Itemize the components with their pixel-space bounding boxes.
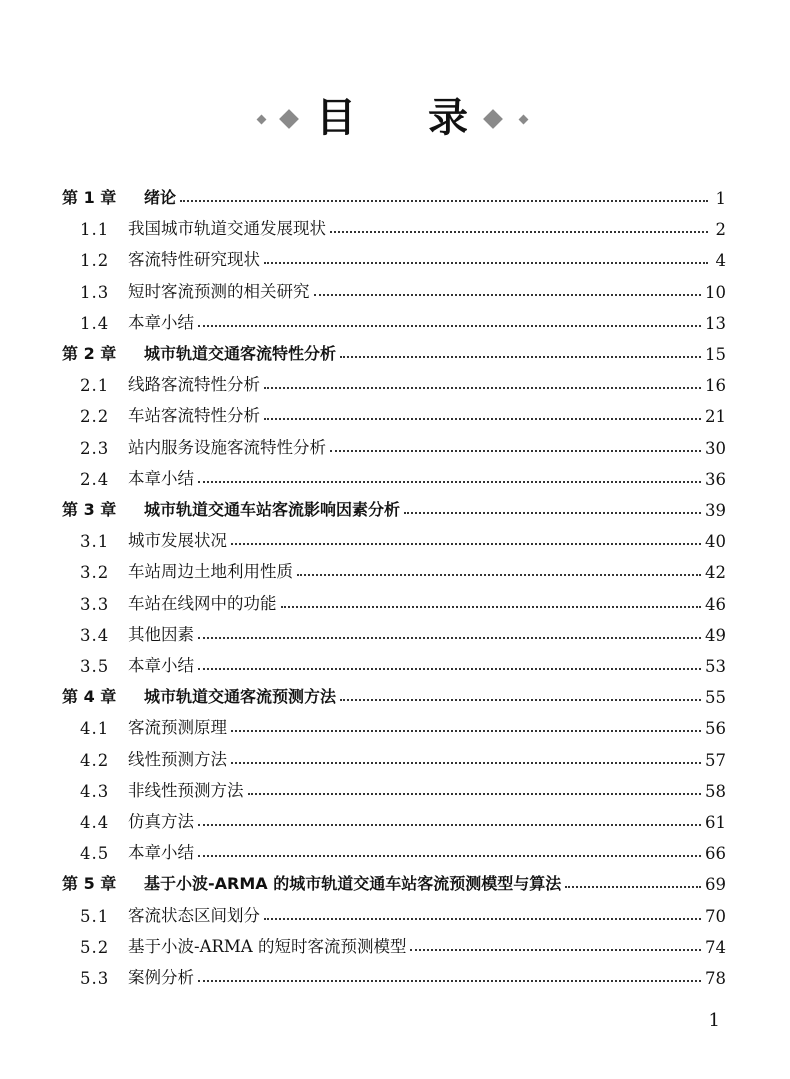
entry-page-number: 13 bbox=[705, 313, 726, 333]
toc-section-entry bbox=[80, 960, 726, 988]
dot-leader bbox=[231, 730, 701, 732]
entry-title: 线路客流特性分析 bbox=[128, 375, 260, 395]
title-char-1: 目 bbox=[316, 95, 356, 141]
entry-number: 3.1 bbox=[80, 532, 110, 552]
entry-number: 1.2 bbox=[80, 251, 110, 271]
toc-chapter-entry bbox=[62, 492, 726, 520]
entry-page-number: 40 bbox=[705, 532, 726, 552]
entry-number: 2.4 bbox=[80, 469, 110, 489]
entry-title: 短时客流预测的相关研究 bbox=[128, 281, 310, 301]
dot-leader bbox=[314, 294, 702, 296]
toc-section-entry bbox=[80, 710, 726, 738]
entry-number: 5.3 bbox=[80, 969, 110, 988]
dot-leader bbox=[281, 606, 702, 608]
entry-page-number: 78 bbox=[705, 969, 726, 988]
entry-page-number: 36 bbox=[705, 469, 726, 489]
entry-number: 第 3 章 bbox=[62, 500, 117, 519]
toc-section-entry bbox=[80, 430, 726, 458]
entry-page-number: 70 bbox=[705, 906, 726, 926]
entry-number: 4.5 bbox=[80, 844, 110, 864]
toc-section-entry bbox=[80, 648, 726, 676]
dot-leader bbox=[404, 512, 701, 514]
entry-number: 5.2 bbox=[80, 937, 110, 957]
entry-number: 4.3 bbox=[80, 781, 110, 801]
toc-section-entry bbox=[80, 211, 726, 239]
entry-page-number: 56 bbox=[705, 719, 726, 739]
entry-title: 仿真方法 bbox=[128, 812, 194, 831]
dot-leader bbox=[410, 949, 701, 951]
entry-page-number: 30 bbox=[705, 438, 726, 458]
dot-leader bbox=[264, 262, 708, 264]
entry-number: 4.4 bbox=[80, 813, 110, 832]
dot-leader bbox=[198, 325, 701, 327]
dot-leader bbox=[264, 418, 701, 420]
entry-title: 车站周边土地利用性质 bbox=[128, 562, 293, 582]
entry-number: 1.4 bbox=[80, 313, 110, 333]
entry-number: 4.1 bbox=[80, 719, 110, 739]
toc-chapter-entry bbox=[62, 866, 726, 894]
entry-title: 城市轨道交通车站客流影响因素分析 bbox=[144, 500, 401, 519]
entry-page-number: 46 bbox=[705, 594, 726, 614]
toc-section-entry bbox=[80, 929, 726, 957]
entry-number: 3.5 bbox=[80, 657, 110, 676]
dot-leader bbox=[340, 699, 701, 701]
toc-section-entry bbox=[80, 461, 726, 489]
entry-page-number: 53 bbox=[705, 657, 726, 676]
diamond-ornament-icon bbox=[483, 109, 503, 129]
dot-leader bbox=[330, 450, 701, 452]
entry-title: 基于小波-ARMA 的城市轨道交通车站客流预测模型与算法 bbox=[144, 874, 562, 894]
toc-section-entry bbox=[80, 586, 726, 614]
entry-page-number: 15 bbox=[705, 345, 726, 364]
toc-chapter-entry bbox=[62, 336, 726, 364]
entry-title: 车站客流特性分析 bbox=[128, 406, 260, 426]
dot-leader bbox=[198, 980, 701, 982]
diamond-ornament-icon bbox=[279, 109, 299, 129]
entry-title: 其他因素 bbox=[128, 624, 194, 644]
entry-number: 3.4 bbox=[80, 625, 110, 645]
dot-leader bbox=[340, 356, 701, 358]
entry-page-number: 4 bbox=[715, 251, 726, 271]
entry-page-number: 49 bbox=[705, 625, 726, 645]
entry-title: 我国城市轨道交通发展现状 bbox=[128, 219, 326, 239]
toc-section-entry bbox=[80, 554, 726, 582]
dot-leader bbox=[198, 481, 701, 483]
entry-number: 3.2 bbox=[80, 563, 110, 583]
dot-leader bbox=[231, 543, 701, 545]
entry-title: 客流状态区间划分 bbox=[128, 905, 260, 925]
toc-section-entry bbox=[80, 742, 726, 770]
dot-leader bbox=[198, 824, 701, 826]
entry-title: 客流特性研究现状 bbox=[128, 250, 260, 270]
toc-chapter-entry bbox=[62, 180, 726, 208]
entry-title: 车站在线网中的功能 bbox=[128, 593, 277, 613]
entry-number: 第 5 章 bbox=[62, 874, 117, 894]
entry-title: 绪论 bbox=[144, 188, 177, 207]
dot-leader bbox=[180, 200, 708, 202]
entry-title: 城市发展状况 bbox=[128, 531, 227, 551]
entry-title: 本章小结 bbox=[128, 468, 194, 488]
diamond-ornament-icon bbox=[519, 115, 529, 125]
entry-page-number: 2 bbox=[715, 220, 726, 240]
dot-leader bbox=[264, 387, 701, 389]
entry-page-number: 10 bbox=[705, 282, 726, 302]
toc-section-entry bbox=[80, 274, 726, 302]
dot-leader bbox=[248, 793, 702, 795]
toc-section-entry bbox=[80, 367, 726, 395]
entry-title: 非线性预测方法 bbox=[128, 780, 244, 800]
entry-page-number: 16 bbox=[705, 376, 726, 396]
toc-section-entry bbox=[80, 804, 726, 832]
toc-chapter-entry bbox=[62, 679, 726, 707]
toc-section-entry bbox=[80, 617, 726, 645]
dot-leader bbox=[565, 886, 701, 888]
entry-number: 1.3 bbox=[80, 282, 110, 302]
entry-number: 1.1 bbox=[80, 220, 110, 240]
entry-number: 第 2 章 bbox=[62, 344, 117, 363]
entry-page-number: 57 bbox=[705, 750, 726, 770]
toc-section-entry bbox=[80, 242, 726, 270]
dot-leader bbox=[198, 668, 701, 670]
diamond-ornament-icon bbox=[257, 115, 267, 125]
entry-title: 线性预测方法 bbox=[128, 749, 227, 769]
entry-page-number: 39 bbox=[705, 501, 726, 520]
entry-number: 4.2 bbox=[80, 750, 110, 770]
entry-number: 第 4 章 bbox=[62, 687, 117, 707]
dot-leader bbox=[198, 855, 701, 857]
entry-title: 站内服务设施客流特性分析 bbox=[128, 437, 326, 457]
entry-page-number: 42 bbox=[705, 563, 726, 583]
toc-section-entry bbox=[80, 523, 726, 551]
entry-title: 本章小结 bbox=[128, 312, 194, 332]
entry-number: 3.3 bbox=[80, 594, 110, 614]
title-char-2: 录 bbox=[428, 95, 468, 141]
entry-number: 2.3 bbox=[80, 438, 110, 458]
entry-page-number: 61 bbox=[705, 813, 726, 832]
entry-title: 客流预测原理 bbox=[128, 718, 227, 738]
dot-leader bbox=[198, 637, 701, 639]
entry-page-number: 1 bbox=[715, 189, 726, 208]
page-number: 1 bbox=[708, 1010, 720, 1031]
entry-title: 城市轨道交通客流特性分析 bbox=[144, 344, 337, 363]
entry-page-number: 74 bbox=[705, 937, 726, 957]
entry-title: 城市轨道交通客流预测方法 bbox=[144, 687, 337, 707]
entry-page-number: 21 bbox=[705, 407, 726, 427]
toc-section-entry bbox=[80, 898, 726, 926]
entry-page-number: 69 bbox=[705, 875, 726, 895]
entry-title: 基于小波-ARMA 的短时客流预测模型 bbox=[128, 936, 407, 956]
entry-title: 本章小结 bbox=[128, 843, 194, 863]
entry-title: 本章小结 bbox=[128, 656, 194, 675]
entry-page-number: 58 bbox=[705, 781, 726, 801]
toc-title bbox=[0, 92, 790, 148]
entry-number: 2.2 bbox=[80, 407, 110, 427]
entry-page-number: 66 bbox=[705, 844, 726, 864]
dot-leader bbox=[297, 574, 701, 576]
toc-section-entry bbox=[80, 773, 726, 801]
toc-section-entry bbox=[80, 305, 726, 333]
entry-title: 案例分析 bbox=[128, 968, 194, 987]
entry-page-number: 55 bbox=[705, 688, 726, 708]
toc-section-entry bbox=[80, 835, 726, 863]
dot-leader bbox=[264, 918, 701, 920]
dot-leader bbox=[330, 231, 708, 233]
dot-leader bbox=[231, 762, 701, 764]
toc-section-entry bbox=[80, 398, 726, 426]
entry-number: 5.1 bbox=[80, 906, 110, 926]
entry-number: 第 1 章 bbox=[62, 188, 117, 207]
entry-number: 2.1 bbox=[80, 376, 110, 396]
